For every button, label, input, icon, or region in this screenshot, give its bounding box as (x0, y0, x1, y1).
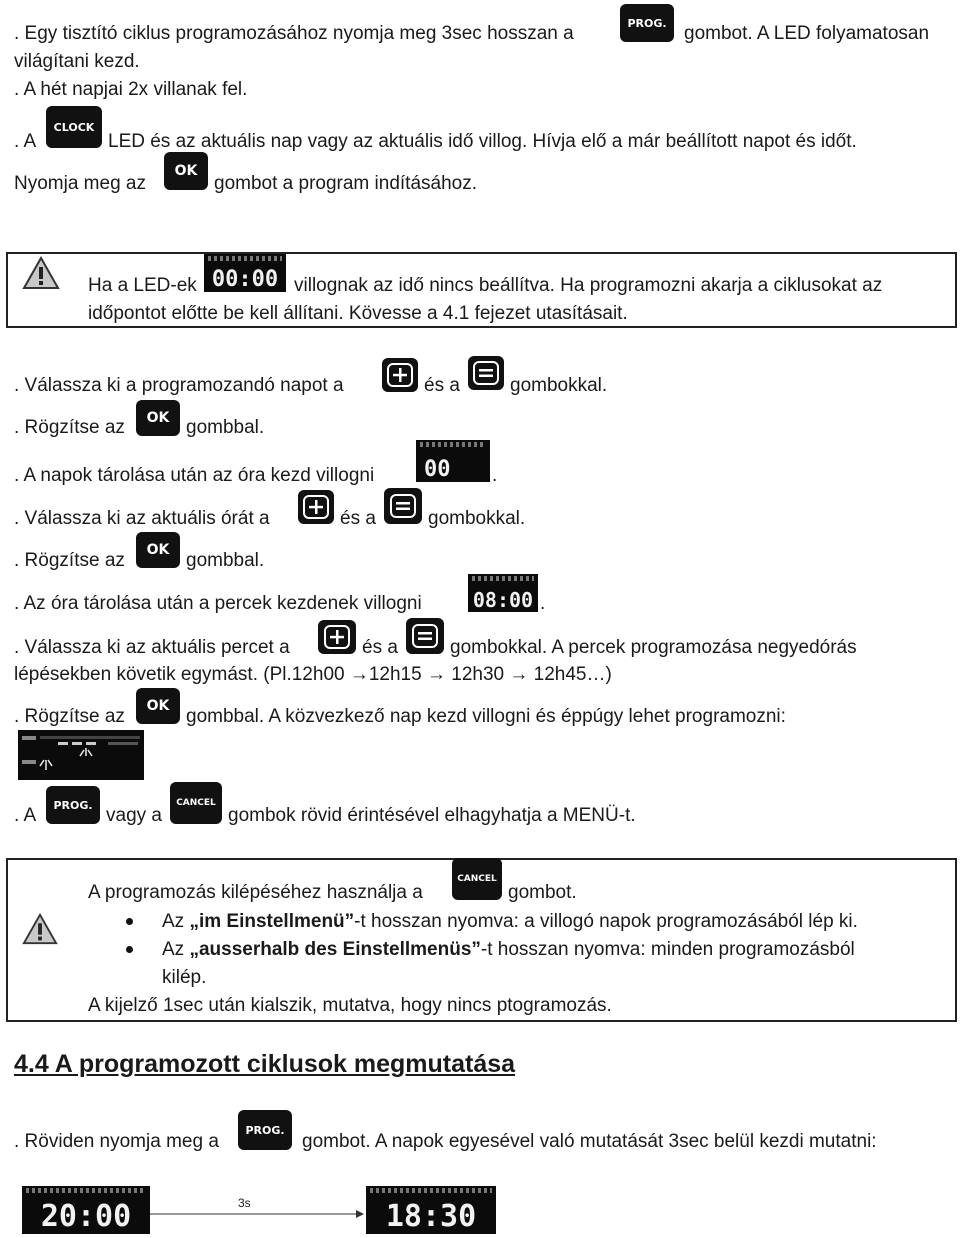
weekday-display (18, 730, 144, 780)
clock-line-a: . A (14, 131, 37, 152)
warning-2-intro-b: gombot. (508, 882, 577, 903)
step-exit-b: vagy a (106, 805, 162, 826)
plus-icon (318, 620, 356, 654)
clock-icon: CLOCK (46, 106, 102, 148)
arrow-icon (150, 1210, 366, 1218)
step-select-minute-a: . Válassza ki az aktuális percet a (14, 637, 290, 658)
section-heading: 4.4 A programozott ciklusok megmutatása (14, 1050, 516, 1078)
bullet-item-1: Az „im Einstellmenü”-t hosszan nyomva: a villogó napok programozásából lép ki. (162, 911, 858, 932)
step-save-day-b: gombbal. (186, 417, 265, 438)
cancel-icon: CANCEL (452, 858, 502, 900)
intro-line-1c: világítani kezd. (14, 51, 140, 72)
step-select-hour-b: és a (340, 508, 376, 529)
display-20-00: 20:00 (22, 1186, 150, 1234)
intro-line-1a: . Egy tisztító ciklus programozásához nyomja meg 3sec hosszan a (14, 23, 574, 44)
ok-icon: OK (136, 688, 180, 724)
step-exit-c: gombok rövid érintésével elhagyhatja a MENÜ-t. (228, 805, 636, 826)
step-select-day-a: . Válassza ki a programozandó napot a (14, 375, 344, 396)
prog-icon: PROG. (620, 4, 674, 42)
minus-icon (468, 356, 504, 390)
warning-2-outro: A kijelző 1sec után kialszik, mutatva, hogy nincs ptogramozás. (88, 995, 612, 1016)
intro-line-2: . A hét napjai 2x villanak fel. (14, 79, 248, 100)
step-save-hour-a: . Rögzítse az (14, 550, 125, 571)
ok-icon: OK (136, 400, 180, 436)
step-select-day-c: gombokkal. (510, 375, 608, 396)
warning-1-text-a: Ha a LED-ek (88, 275, 197, 296)
minus-icon (384, 488, 422, 524)
ok-line-b: gombot a program indításához. (214, 173, 477, 194)
warning-icon (22, 256, 60, 290)
prog-icon: PROG. (238, 1110, 292, 1150)
step-select-hour-a: . Válassza ki az aktuális órát a (14, 508, 270, 529)
step-select-minute-c: gombokkal. A percek programozása negyedórás (450, 637, 857, 658)
warning-1-text-c: időpontot előtte be kell állítani. Kövesse a 4.1 fejezet utasításait. (88, 303, 628, 324)
step-select-day-b: és a (424, 375, 460, 396)
show-cycles-a: . Röviden nyomja meg a (14, 1131, 219, 1152)
step-minute-blink-a: . Az óra tárolása után a percek kezdenek villogni (14, 593, 422, 614)
step-save-minute-a: . Rögzítse az (14, 706, 125, 727)
step-save-minute-b: gombbal. A közvezkező nap kezd villogni és éppúgy lehet programozni: (186, 706, 786, 727)
show-cycles-b: gombot. A napok egyesével való mutatását 3sec belül kezdi mutatni: (302, 1131, 877, 1152)
step-select-minute-d: lépésekben követik egymást. (Pl.12h00 →12h15 → 12h30 → 12h45…) (14, 664, 612, 685)
display-08-00: 08:00 (468, 574, 538, 612)
step-save-hour-b: gombbal. (186, 550, 265, 571)
bullet-dot (126, 918, 133, 925)
ok-icon: OK (136, 532, 180, 568)
warning-1-text-b: villognak az idő nincs beállítva. Ha programozni akarja a ciklusokat az (294, 275, 883, 296)
prog-icon: PROG. (46, 786, 100, 824)
duration-label: 3s (238, 1196, 251, 1210)
ok-icon: OK (164, 152, 208, 190)
bullet-item-2-cont: kilép. (162, 967, 207, 988)
display-00: 00 (416, 440, 490, 482)
step-save-day-a: . Rögzítse az (14, 417, 125, 438)
bullet-item-2: Az „ausserhalb des Einstellmenüs”-t hosszan nyomva: minden programozásból (162, 939, 855, 960)
cancel-icon: CANCEL (170, 782, 222, 824)
step-hour-blink-a: . A napok tárolása után az óra kezd villogni (14, 465, 375, 486)
step-exit-a: . A (14, 805, 37, 826)
ok-line-a: Nyomja meg az (14, 173, 146, 194)
step-hour-blink-b: . (492, 465, 498, 486)
step-minute-blink-b: . (540, 593, 546, 614)
plus-icon (298, 490, 334, 524)
clock-line-b: LED és az aktuális nap vagy az aktuális idő villog. Hívja elő a már beállított napot és időt. (108, 131, 857, 152)
minus-icon (406, 618, 444, 654)
warning-icon (22, 912, 58, 946)
step-select-minute-b: és a (362, 637, 398, 658)
display-00-00: 00:00 (204, 254, 286, 292)
bullet-dot (126, 946, 133, 953)
display-18-30: 18:30 (366, 1186, 496, 1234)
warning-2-intro-a: A programozás kilépéséhez használja a (88, 882, 423, 903)
step-select-hour-c: gombokkal. (428, 508, 526, 529)
plus-icon (382, 358, 418, 392)
intro-line-1b: gombot. A LED folyamatosan (684, 23, 930, 44)
